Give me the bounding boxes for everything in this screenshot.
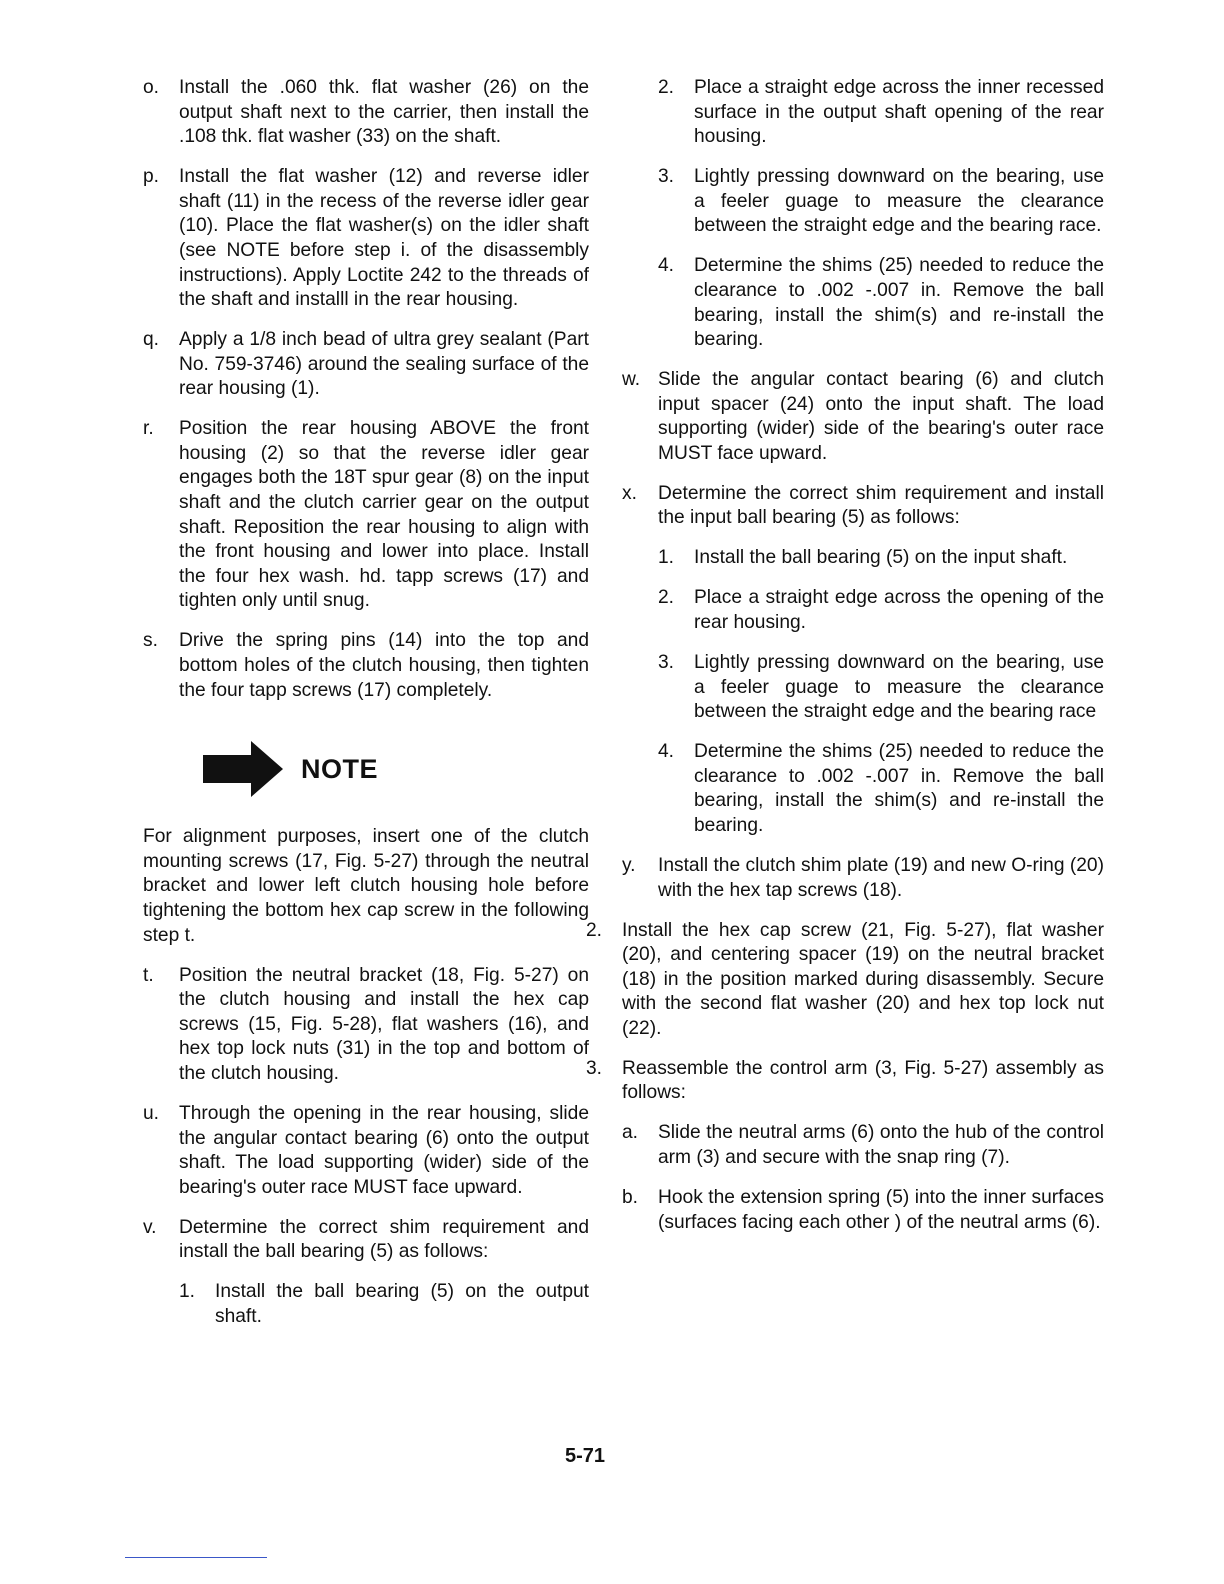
step-label: p. — [143, 166, 160, 188]
step-x-3 — [658, 651, 1104, 725]
step-x-4 — [658, 740, 1104, 838]
substep-label: 2. — [658, 77, 675, 98]
step-label: u. — [143, 1102, 160, 1124]
step-label: q. — [143, 329, 160, 351]
step-w — [622, 368, 1104, 466]
step-label: x. — [622, 482, 637, 504]
left-column — [143, 76, 589, 1345]
step-text: Install the .060 thk. flat washer (26) on the output shaft next to the carrier, then install the .108 thk. flat washer (33) on the shaft. — [179, 77, 589, 148]
page-number: 5-71 — [564, 1445, 606, 1467]
numbered-step-2 — [586, 919, 1104, 1042]
step-number: 2. — [586, 919, 603, 941]
note-title: NOTE — [301, 753, 379, 784]
step-v-2 — [658, 76, 1104, 150]
step-label: v. — [143, 1216, 157, 1238]
substep-label: 4. — [658, 741, 675, 763]
step-v-3 — [658, 165, 1104, 239]
step-s — [143, 629, 589, 703]
step-label: o. — [143, 77, 160, 98]
right-column — [586, 76, 1104, 1251]
note-header — [203, 741, 589, 797]
step-u — [143, 1102, 589, 1200]
step-y — [622, 854, 1104, 903]
numbered-step-3 — [586, 1057, 1104, 1106]
substep-text: Install the ball bearing (5) on the input shaft. — [694, 547, 1068, 569]
step-t — [143, 964, 589, 1087]
substep-label: 3. — [658, 166, 675, 188]
step-text: Determine the correct shim requirement and install the ball bearing (5) as follows: — [179, 1216, 589, 1263]
substep-text: Place a straight edge across the opening of the rear housing. — [694, 587, 1104, 634]
step-x-1 — [658, 546, 1104, 571]
step-x-2 — [658, 586, 1104, 635]
step-v-4 — [658, 254, 1104, 352]
step-label: y. — [622, 854, 636, 876]
step-text: Apply a 1/8 inch bead of ultra grey sealant (Part No. 759-3746) around the sealing surface of the rear housing (1). — [179, 329, 589, 400]
substep-text: Place a straight edge across the inner recessed surface in the output shaft opening of the rear housing. — [694, 77, 1104, 148]
substep-text: Determine the shims (25) needed to reduce the clearance to .002 -.007 in. Remove the ball bearing, install the shim(s) and re-install the bearing. — [694, 741, 1104, 836]
step-text: Determine the correct shim requirement and install the input ball bearing (5) as follows: — [658, 482, 1104, 529]
substep-label: 2. — [658, 587, 675, 609]
substep-text: Install the ball bearing (5) on the output shaft. — [215, 1281, 589, 1327]
substep-label: b. — [622, 1187, 639, 1209]
substep-text: Slide the neutral arms (6) onto the hub of the control arm (3) and secure with the snap ring (7). — [658, 1122, 1104, 1169]
step-3a — [622, 1121, 1104, 1170]
substep-label: 4. — [658, 255, 675, 277]
step-p — [143, 165, 589, 313]
note-arrow-icon — [203, 741, 283, 797]
step-label: r. — [143, 418, 154, 440]
step-r — [143, 417, 589, 614]
substep-label: a. — [622, 1122, 639, 1144]
step-text: Position the neutral bracket (18, Fig. 5-27) on the clutch housing and install the hex cap screws (15, Fig. 5-28), flat washers (16), and hex top lock nuts (31) in the top and bottom of the clutch housing. — [179, 964, 589, 1084]
step-text: Install the flat washer (12) and reverse idler shaft (11) in the recess of the reverse idler gear (10). Place the flat washer(s) on the idler shaft (see NOTE before step i. of the disassembly instructions). Apply Loctite 242 to the threads of the shaft and installl in the rear housing. — [179, 166, 589, 311]
step-label: w. — [622, 369, 641, 391]
substep-text: Lightly pressing downward on the bearing, use a feeler guage to measure the clearance between the straight edge and the bearing race. — [694, 166, 1104, 237]
substep-text: Hook the extension spring (5) into the inner surfaces (surfaces facing each other ) of the neutral arms (6). — [658, 1187, 1104, 1233]
step-text: Slide the angular contact bearing (6) and clutch input spacer (24) onto the input shaft. The load supporting (wider) side of the bearing's outer race MUST face upward. — [658, 369, 1104, 464]
step-o — [143, 76, 589, 150]
note-body: For alignment purposes, insert one of the clutch mounting screws (17, Fig. 5-27) through the neutral bracket and lower left clutch housing hole before tightening the bottom hex cap screw in the following step t. — [143, 826, 589, 946]
step-text: Through the opening in the rear housing, slide the angular contact bearing (6) onto the output shaft. The load supporting (wider) side of the bearing's outer race MUST face upward. — [179, 1102, 589, 1198]
step-number: 3. — [586, 1057, 603, 1079]
step-text: Install the hex cap screw (21, Fig. 5-27), flat washer (20), and centering spacer (19) on the neutral bracket (18) in the position marked during disassembly. Secure with the second flat washer (20) and hex top lock nut (22). — [622, 919, 1104, 1039]
step-q — [143, 328, 589, 402]
step-v — [143, 1216, 589, 1265]
substep-label: 3. — [658, 652, 675, 674]
step-label: t. — [143, 964, 154, 986]
step-label: s. — [143, 630, 158, 652]
step-text: Reassemble the control arm (3, Fig. 5-27) assembly as follows: — [622, 1057, 1104, 1104]
substep-label: 1. — [179, 1281, 196, 1303]
step-x — [622, 482, 1104, 531]
step-text: Drive the spring pins (14) into the top and bottom holes of the clutch housing, then tighten the four tapp screws (17) completely. — [179, 630, 589, 701]
step-3b — [622, 1186, 1104, 1235]
step-text: Install the clutch shim plate (19) and new O-ring (20) with the hex tap screws (18). — [658, 854, 1104, 901]
footer-rule — [125, 1557, 267, 1558]
substep-text: Determine the shims (25) needed to reduce the clearance to .002 -.007 in. Remove the ball bearing, install the shim(s) and re-install the bearing. — [694, 255, 1104, 351]
substep-label: 1. — [658, 547, 675, 569]
step-v-1 — [179, 1280, 589, 1329]
substep-text: Lightly pressing downward on the bearing, use a feeler guage to measure the clearance between the straight edge and the bearing race — [694, 652, 1104, 723]
step-text: Position the rear housing ABOVE the front housing (2) so that the reverse idler gear engages both the 18T spur gear (8) on the input shaft and the clutch carrier gear on the output shaft. Reposition the rear housing to align with the front housing and lower into place. Install the four hex wash. hd. tapp screws (17) and tighten only until snug. — [179, 418, 589, 612]
